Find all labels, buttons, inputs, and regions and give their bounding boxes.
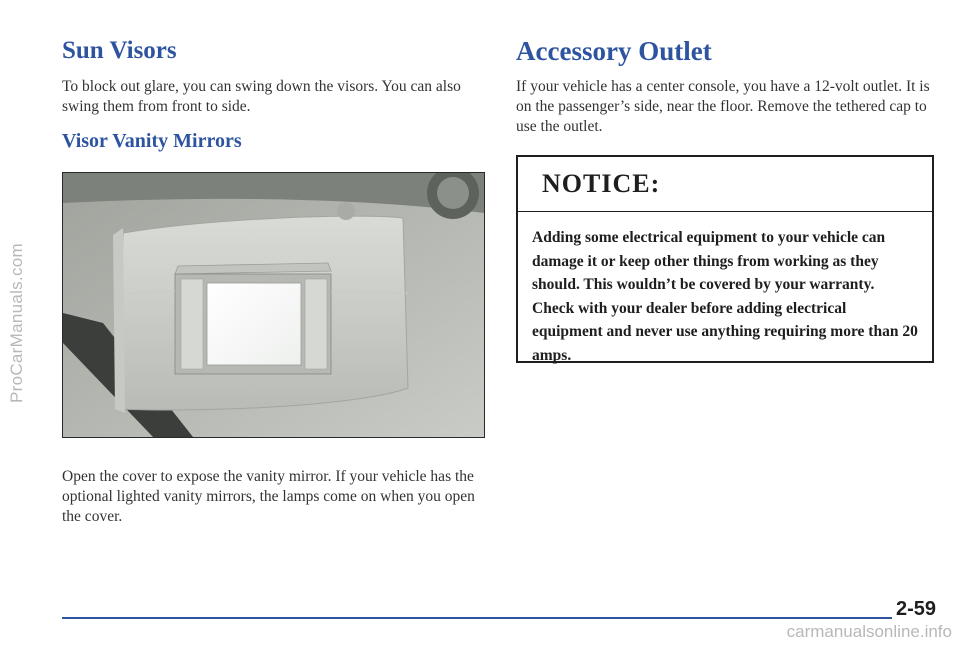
accessory-outlet-heading: Accessory Outlet [516, 36, 712, 66]
accessory-outlet-intro: If your vehicle has a center console, you have a 12-volt outlet. It is on the passenger’s side, near the floor. Remove the tethered cap to use the outlet. [516, 78, 930, 135]
page-number: 2-59 [892, 598, 936, 621]
sun-visors-heading: Sun Visors [62, 37, 177, 64]
notice-box [516, 155, 934, 363]
sun-visors-intro: To block out glare, you can swing down the visors. You can also swing them from front to side. [62, 78, 461, 115]
notice-title: NOTICE: [542, 169, 661, 198]
side-watermark-text: ProCarManuals.com [7, 242, 27, 403]
vanity-mirror-photo [62, 172, 485, 438]
side-watermark [2, 0, 32, 645]
bottom-watermark: carmanualsonline.info [786, 622, 952, 641]
visor-vanity-mirrors-heading: Visor Vanity Mirrors [62, 130, 242, 152]
notice-text: Adding some electrical equipment to your vehicle can damage it or keep other things from working as they should. This wouldn’t be covered by your warranty. Check with your dealer before adding electrical equipment and never use anything requiring more than 20 amps. [532, 229, 918, 364]
notice-header [518, 157, 932, 212]
footer-rule [62, 617, 936, 619]
vanity-mirror-caption: Open the cover to expose the vanity mirror. If your vehicle has the optional lighted vanity mirrors, the lamps come on when you open the cover. [62, 468, 475, 525]
